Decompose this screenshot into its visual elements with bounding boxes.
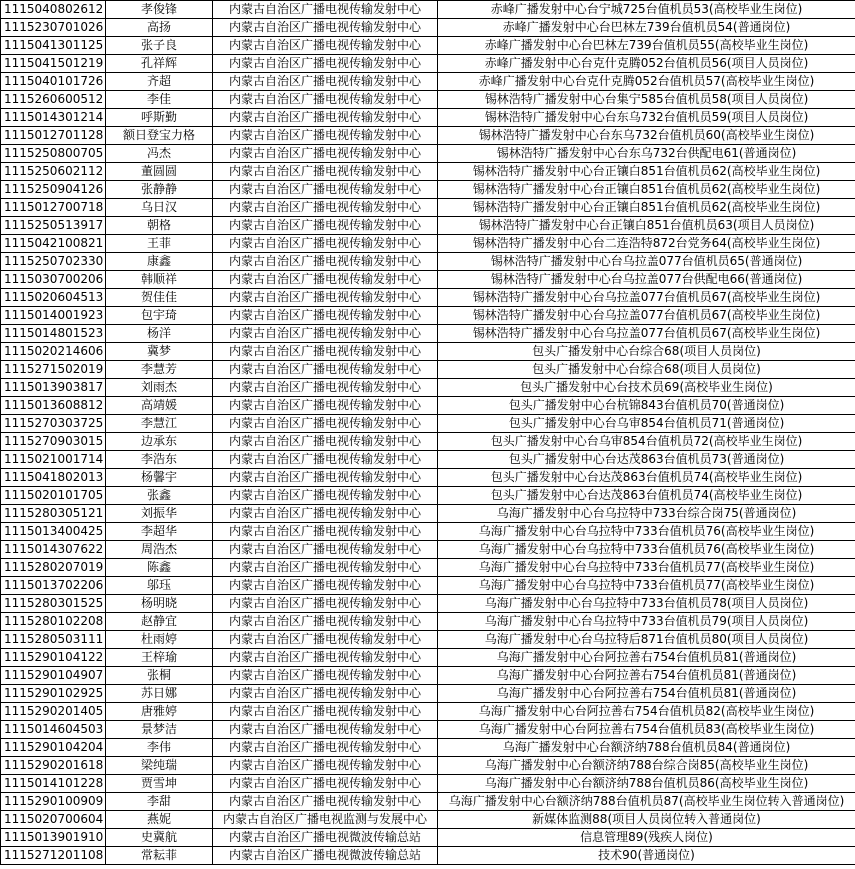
table-row [1,307,855,325]
exam-id-cell: 1115280503111 [1,631,106,649]
organization-cell: 内蒙古自治区广播电视传输发射中心 [213,163,438,181]
table-row [1,397,855,415]
name-cell: 李伟 [106,739,213,757]
position-cell: 包头广播发射中心台达茂863台值机员74(高校毕业生岗位) [438,487,855,505]
organization-cell: 内蒙古自治区广播电视传输发射中心 [213,433,438,451]
organization-cell: 内蒙古自治区广播电视传输发射中心 [213,469,438,487]
table-row [1,1,855,19]
name-cell: 王梓瑜 [106,649,213,667]
position-cell: 锡林浩特广播发射中心台东乌732台供配电61(普通岗位) [438,145,855,163]
name-cell: 梁纯瑞 [106,757,213,775]
exam-id-cell: 1115280102208 [1,613,106,631]
exam-id-cell: 1115012701128 [1,127,106,145]
name-cell: 额日登宝力格 [106,127,213,145]
exam-id-cell: 1115271201108 [1,847,106,865]
organization-cell: 内蒙古自治区广播电视传输发射中心 [213,127,438,145]
exam-id-cell: 1115041501219 [1,55,106,73]
name-cell: 高扬 [106,19,213,37]
exam-id-cell: 1115250800705 [1,145,106,163]
organization-cell: 内蒙古自治区广播电视传输发射中心 [213,415,438,433]
table-row [1,433,855,451]
position-cell: 乌海广播发射中心台阿拉善右754台值机员81(普通岗位) [438,667,855,685]
position-cell: 包头广播发射中心台杭锦843台值机员70(普通岗位) [438,397,855,415]
exam-id-cell: 1115040802612 [1,1,106,19]
exam-id-cell: 1115013400425 [1,523,106,541]
organization-cell: 内蒙古自治区广播电视传输发射中心 [213,397,438,415]
table-row [1,127,855,145]
table-row [1,505,855,523]
name-cell: 李佳 [106,91,213,109]
name-cell: 包宇琦 [106,307,213,325]
name-cell: 景梦洁 [106,721,213,739]
organization-cell: 内蒙古自治区广播电视传输发射中心 [213,793,438,811]
name-cell: 史冀航 [106,829,213,847]
table-row [1,271,855,289]
position-cell: 包头广播发射中心台综合68(项目人员岗位) [438,343,855,361]
table-row [1,469,855,487]
table-row [1,523,855,541]
organization-cell: 内蒙古自治区广播电视传输发射中心 [213,379,438,397]
name-cell: 张桐 [106,667,213,685]
organization-cell: 内蒙古自治区广播电视微波传输总站 [213,847,438,865]
exam-id-cell: 1115280301525 [1,595,106,613]
name-cell: 杜雨婷 [106,631,213,649]
position-cell: 锡林浩特广播发射中心台正镶白851台值机员63(项目人员岗位) [438,217,855,235]
table-row [1,361,855,379]
organization-cell: 内蒙古自治区广播电视传输发射中心 [213,487,438,505]
exam-id-cell: 1115041301125 [1,37,106,55]
table-row [1,343,855,361]
exam-id-cell: 1115020700604 [1,811,106,829]
name-cell: 燕妮 [106,811,213,829]
name-cell: 邬珏 [106,577,213,595]
organization-cell: 内蒙古自治区广播电视传输发射中心 [213,109,438,127]
table-row [1,73,855,91]
organization-cell: 内蒙古自治区广播电视传输发射中心 [213,271,438,289]
name-cell: 乌日汉 [106,199,213,217]
name-cell: 冯杰 [106,145,213,163]
organization-cell: 内蒙古自治区广播电视传输发射中心 [213,217,438,235]
table-row [1,631,855,649]
position-cell: 乌海广播发射中心台乌拉特中733台值机员78(项目人员岗位) [438,595,855,613]
table-row [1,37,855,55]
name-cell: 边承东 [106,433,213,451]
table-row [1,685,855,703]
table-row [1,253,855,271]
name-cell: 张鑫 [106,487,213,505]
table-row [1,811,855,829]
organization-cell: 内蒙古自治区广播电视传输发射中心 [213,343,438,361]
exam-id-cell: 1115290201618 [1,757,106,775]
table-row [1,829,855,847]
name-cell: 苏日娜 [106,685,213,703]
organization-cell: 内蒙古自治区广播电视传输发射中心 [213,91,438,109]
organization-cell: 内蒙古自治区广播电视传输发射中心 [213,559,438,577]
name-cell: 张静静 [106,181,213,199]
exam-id-cell: 1115012700718 [1,199,106,217]
exam-id-cell: 1115271502019 [1,361,106,379]
position-cell: 乌海广播发射中心台乌拉特中733台值机员76(高校毕业生岗位) [438,523,855,541]
position-cell: 锡林浩特广播发射中心台正镶白851台值机员62(高校毕业生岗位) [438,163,855,181]
organization-cell: 内蒙古自治区广播电视传输发射中心 [213,757,438,775]
position-cell: 包头广播发射中心台乌审854台值机员71(普通岗位) [438,415,855,433]
table-row [1,487,855,505]
name-cell: 王菲 [106,235,213,253]
table-row [1,739,855,757]
exam-id-cell: 1115014604503 [1,721,106,739]
table-row [1,109,855,127]
table-row [1,145,855,163]
table-row [1,451,855,469]
position-cell: 锡林浩特广播发射中心台正镶白851台值机员62(高校毕业生岗位) [438,199,855,217]
organization-cell: 内蒙古自治区广播电视传输发射中心 [213,541,438,559]
name-cell: 贾雪坤 [106,775,213,793]
organization-cell: 内蒙古自治区广播电视传输发射中心 [213,253,438,271]
position-cell: 技术90(普通岗位) [438,847,855,865]
organization-cell: 内蒙古自治区广播电视传输发射中心 [213,451,438,469]
organization-cell: 内蒙古自治区广播电视传输发射中心 [213,595,438,613]
exam-id-cell: 1115280207019 [1,559,106,577]
table-row [1,613,855,631]
organization-cell: 内蒙古自治区广播电视传输发射中心 [213,181,438,199]
exam-id-cell: 1115290104204 [1,739,106,757]
position-cell: 乌海广播发射中心台额济纳788台值机员87(高校毕业生岗位转入普通岗位) [438,793,855,811]
name-cell: 赵静宜 [106,613,213,631]
position-cell: 乌海广播发射中心台额济纳788台综合岗85(高校毕业生岗位) [438,757,855,775]
exam-id-cell: 1115260600512 [1,91,106,109]
organization-cell: 内蒙古自治区广播电视传输发射中心 [213,505,438,523]
position-cell: 乌海广播发射中心台阿拉善右754台值机员81(普通岗位) [438,685,855,703]
exam-id-cell: 1115014301214 [1,109,106,127]
position-cell: 乌海广播发射中心台阿拉善右754台值机员82(高校毕业生岗位) [438,703,855,721]
position-cell: 乌海广播发射中心台乌拉特中733台综合岗75(普通岗位) [438,505,855,523]
exam-id-cell: 1115030700206 [1,271,106,289]
position-cell: 包头广播发射中心台达茂863台值机员73(普通岗位) [438,451,855,469]
table-row [1,667,855,685]
name-cell: 唐雅婷 [106,703,213,721]
position-cell: 乌海广播发射中心台额济纳788台值机员84(普通岗位) [438,739,855,757]
organization-cell: 内蒙古自治区广播电视传输发射中心 [213,1,438,19]
table-row [1,793,855,811]
exam-id-cell: 1115013702206 [1,577,106,595]
name-cell: 孔祥辉 [106,55,213,73]
position-cell: 信息管理89(残疾人岗位) [438,829,855,847]
table-row [1,775,855,793]
position-cell: 包头广播发射中心台综合68(项目人员岗位) [438,361,855,379]
position-cell: 乌海广播发射中心台阿拉善右754台值机员81(普通岗位) [438,649,855,667]
name-cell: 高靖媛 [106,397,213,415]
organization-cell: 内蒙古自治区广播电视传输发射中心 [213,289,438,307]
position-cell: 乌海广播发射中心台额济纳788台值机员86(高校毕业生岗位) [438,775,855,793]
name-cell: 韩顺祥 [106,271,213,289]
exam-id-cell: 1115014001923 [1,307,106,325]
table-row [1,379,855,397]
exam-id-cell: 1115270303725 [1,415,106,433]
table-row [1,199,855,217]
name-cell: 周浩杰 [106,541,213,559]
name-cell: 董圆圆 [106,163,213,181]
name-cell: 康鑫 [106,253,213,271]
name-cell: 李超华 [106,523,213,541]
organization-cell: 内蒙古自治区广播电视传输发射中心 [213,739,438,757]
table-row [1,325,855,343]
table-row [1,19,855,37]
position-cell: 锡林浩特广播发射中心台乌拉盖077台值机员65(普通岗位) [438,253,855,271]
exam-id-cell: 1115014101228 [1,775,106,793]
organization-cell: 内蒙古自治区广播电视传输发射中心 [213,721,438,739]
position-cell: 锡林浩特广播发射中心台东乌732台值机员60(高校毕业生岗位) [438,127,855,145]
organization-cell: 内蒙古自治区广播电视传输发射中心 [213,55,438,73]
position-cell: 锡林浩特广播发射中心台乌拉盖077台值机员67(高校毕业生岗位) [438,325,855,343]
position-cell: 赤峰广播发射中心台巴林左739台值机员54(普通岗位) [438,19,855,37]
exam-id-cell: 1115230701026 [1,19,106,37]
position-cell: 乌海广播发射中心台乌拉特中733台值机员77(高校毕业生岗位) [438,577,855,595]
position-cell: 锡林浩特广播发射中心台集宁585台值机员58(项目人员岗位) [438,91,855,109]
organization-cell: 内蒙古自治区广播电视传输发射中心 [213,703,438,721]
position-cell: 锡林浩特广播发射中心台东乌732台值机员59(项目人员岗位) [438,109,855,127]
table-row [1,847,855,865]
position-cell: 乌海广播发射中心台乌拉特中733台值机员76(高校毕业生岗位) [438,541,855,559]
exam-id-cell: 1115013901910 [1,829,106,847]
exam-id-cell: 1115013903817 [1,379,106,397]
name-cell: 杨明晓 [106,595,213,613]
organization-cell: 内蒙古自治区广播电视传输发射中心 [213,631,438,649]
position-cell: 锡林浩特广播发射中心台正镶白851台值机员62(高校毕业生岗位) [438,181,855,199]
exam-id-cell: 1115021001714 [1,451,106,469]
name-cell: 杨洋 [106,325,213,343]
organization-cell: 内蒙古自治区广播电视传输发射中心 [213,775,438,793]
table-row [1,703,855,721]
exam-id-cell: 1115250602112 [1,163,106,181]
position-cell: 赤峰广播发射中心台宁城725台值机员53(高校毕业生岗位) [438,1,855,19]
table-row [1,757,855,775]
position-cell: 乌海广播发射中心台乌拉特后871台值机员80(项目人员岗位) [438,631,855,649]
name-cell: 李甜 [106,793,213,811]
exam-id-cell: 1115020214606 [1,343,106,361]
position-cell: 锡林浩特广播发射中心台乌拉盖077台值机员67(高校毕业生岗位) [438,289,855,307]
position-cell: 包头广播发射中心台乌审854台值机员72(高校毕业生岗位) [438,433,855,451]
table-row [1,415,855,433]
table-row [1,577,855,595]
position-cell: 锡林浩特广播发射中心台二连浩特872台党务64(高校毕业生岗位) [438,235,855,253]
exam-id-cell: 1115014801523 [1,325,106,343]
organization-cell: 内蒙古自治区广播电视传输发射中心 [213,613,438,631]
position-cell: 赤峰广播发射中心台克什克腾052台值机员57(高校毕业生岗位) [438,73,855,91]
exam-id-cell: 1115290102925 [1,685,106,703]
exam-id-cell: 1115042100821 [1,235,106,253]
exam-id-cell: 1115041802013 [1,469,106,487]
exam-id-cell: 1115040101726 [1,73,106,91]
exam-id-cell: 1115270903015 [1,433,106,451]
position-cell: 锡林浩特广播发射中心台乌拉盖077台供配电66(普通岗位) [438,271,855,289]
table-row [1,55,855,73]
table-row [1,235,855,253]
exam-id-cell: 1115014307622 [1,541,106,559]
organization-cell: 内蒙古自治区广播电视传输发射中心 [213,19,438,37]
exam-id-cell: 1115280305121 [1,505,106,523]
exam-id-cell: 1115250702330 [1,253,106,271]
organization-cell: 内蒙古自治区广播电视传输发射中心 [213,307,438,325]
table-row [1,217,855,235]
exam-id-cell: 1115013608812 [1,397,106,415]
name-cell: 冀梦 [106,343,213,361]
name-cell: 齐超 [106,73,213,91]
name-cell: 李浩东 [106,451,213,469]
name-cell: 常耘菲 [106,847,213,865]
organization-cell: 内蒙古自治区广播电视传输发射中心 [213,73,438,91]
position-cell: 乌海广播发射中心台乌拉特中733台值机员79(项目人员岗位) [438,613,855,631]
name-cell: 陈鑫 [106,559,213,577]
name-cell: 张子良 [106,37,213,55]
position-cell: 赤峰广播发射中心台克什克腾052台值机员56(项目人员岗位) [438,55,855,73]
organization-cell: 内蒙古自治区广播电视传输发射中心 [213,685,438,703]
table-row [1,595,855,613]
organization-cell: 内蒙古自治区广播电视传输发射中心 [213,577,438,595]
name-cell: 刘振华 [106,505,213,523]
name-cell: 孝俊锋 [106,1,213,19]
table-row [1,541,855,559]
organization-cell: 内蒙古自治区广播电视传输发射中心 [213,523,438,541]
name-cell: 杨馨宇 [106,469,213,487]
organization-cell: 内蒙古自治区广播电视传输发射中心 [213,235,438,253]
organization-cell: 内蒙古自治区广播电视微波传输总站 [213,829,438,847]
position-cell: 赤峰广播发射中心台巴林左739台值机员55(高校毕业生岗位) [438,37,855,55]
organization-cell: 内蒙古自治区广播电视监测与发展中心 [213,811,438,829]
name-cell: 朝格 [106,217,213,235]
exam-id-cell: 1115250904126 [1,181,106,199]
position-cell: 新媒体监测88(项目人员岗位转入普通岗位) [438,811,855,829]
exam-id-cell: 1115020101705 [1,487,106,505]
name-cell: 刘雨杰 [106,379,213,397]
table-row [1,721,855,739]
exam-id-cell: 1115250513917 [1,217,106,235]
table-row [1,181,855,199]
organization-cell: 内蒙古自治区广播电视传输发射中心 [213,145,438,163]
name-cell: 李慧江 [106,415,213,433]
position-cell: 乌海广播发射中心台乌拉特中733台值机员77(高校毕业生岗位) [438,559,855,577]
table-row [1,649,855,667]
organization-cell: 内蒙古自治区广播电视传输发射中心 [213,649,438,667]
organization-cell: 内蒙古自治区广播电视传输发射中心 [213,199,438,217]
organization-cell: 内蒙古自治区广播电视传输发射中心 [213,667,438,685]
exam-id-cell: 1115290104122 [1,649,106,667]
organization-cell: 内蒙古自治区广播电视传输发射中心 [213,361,438,379]
name-cell: 李慧芳 [106,361,213,379]
position-cell: 锡林浩特广播发射中心台乌拉盖077台值机员67(高校毕业生岗位) [438,307,855,325]
organization-cell: 内蒙古自治区广播电视传输发射中心 [213,325,438,343]
table-row [1,163,855,181]
organization-cell: 内蒙古自治区广播电视传输发射中心 [213,37,438,55]
exam-id-cell: 1115290201405 [1,703,106,721]
name-cell: 贺佳佳 [106,289,213,307]
table-row [1,91,855,109]
position-cell: 乌海广播发射中心台阿拉善右754台值机员83(高校毕业生岗位) [438,721,855,739]
exam-id-cell: 1115290104907 [1,667,106,685]
exam-id-cell: 1115290100909 [1,793,106,811]
table-row [1,559,855,577]
table-row [1,289,855,307]
name-cell: 呼斯勤 [106,109,213,127]
exam-id-cell: 1115020604513 [1,289,106,307]
position-cell: 包头广播发射中心台技术员69(高校毕业生岗位) [438,379,855,397]
position-cell: 包头广播发射中心台达茂863台值机员74(高校毕业生岗位) [438,469,855,487]
